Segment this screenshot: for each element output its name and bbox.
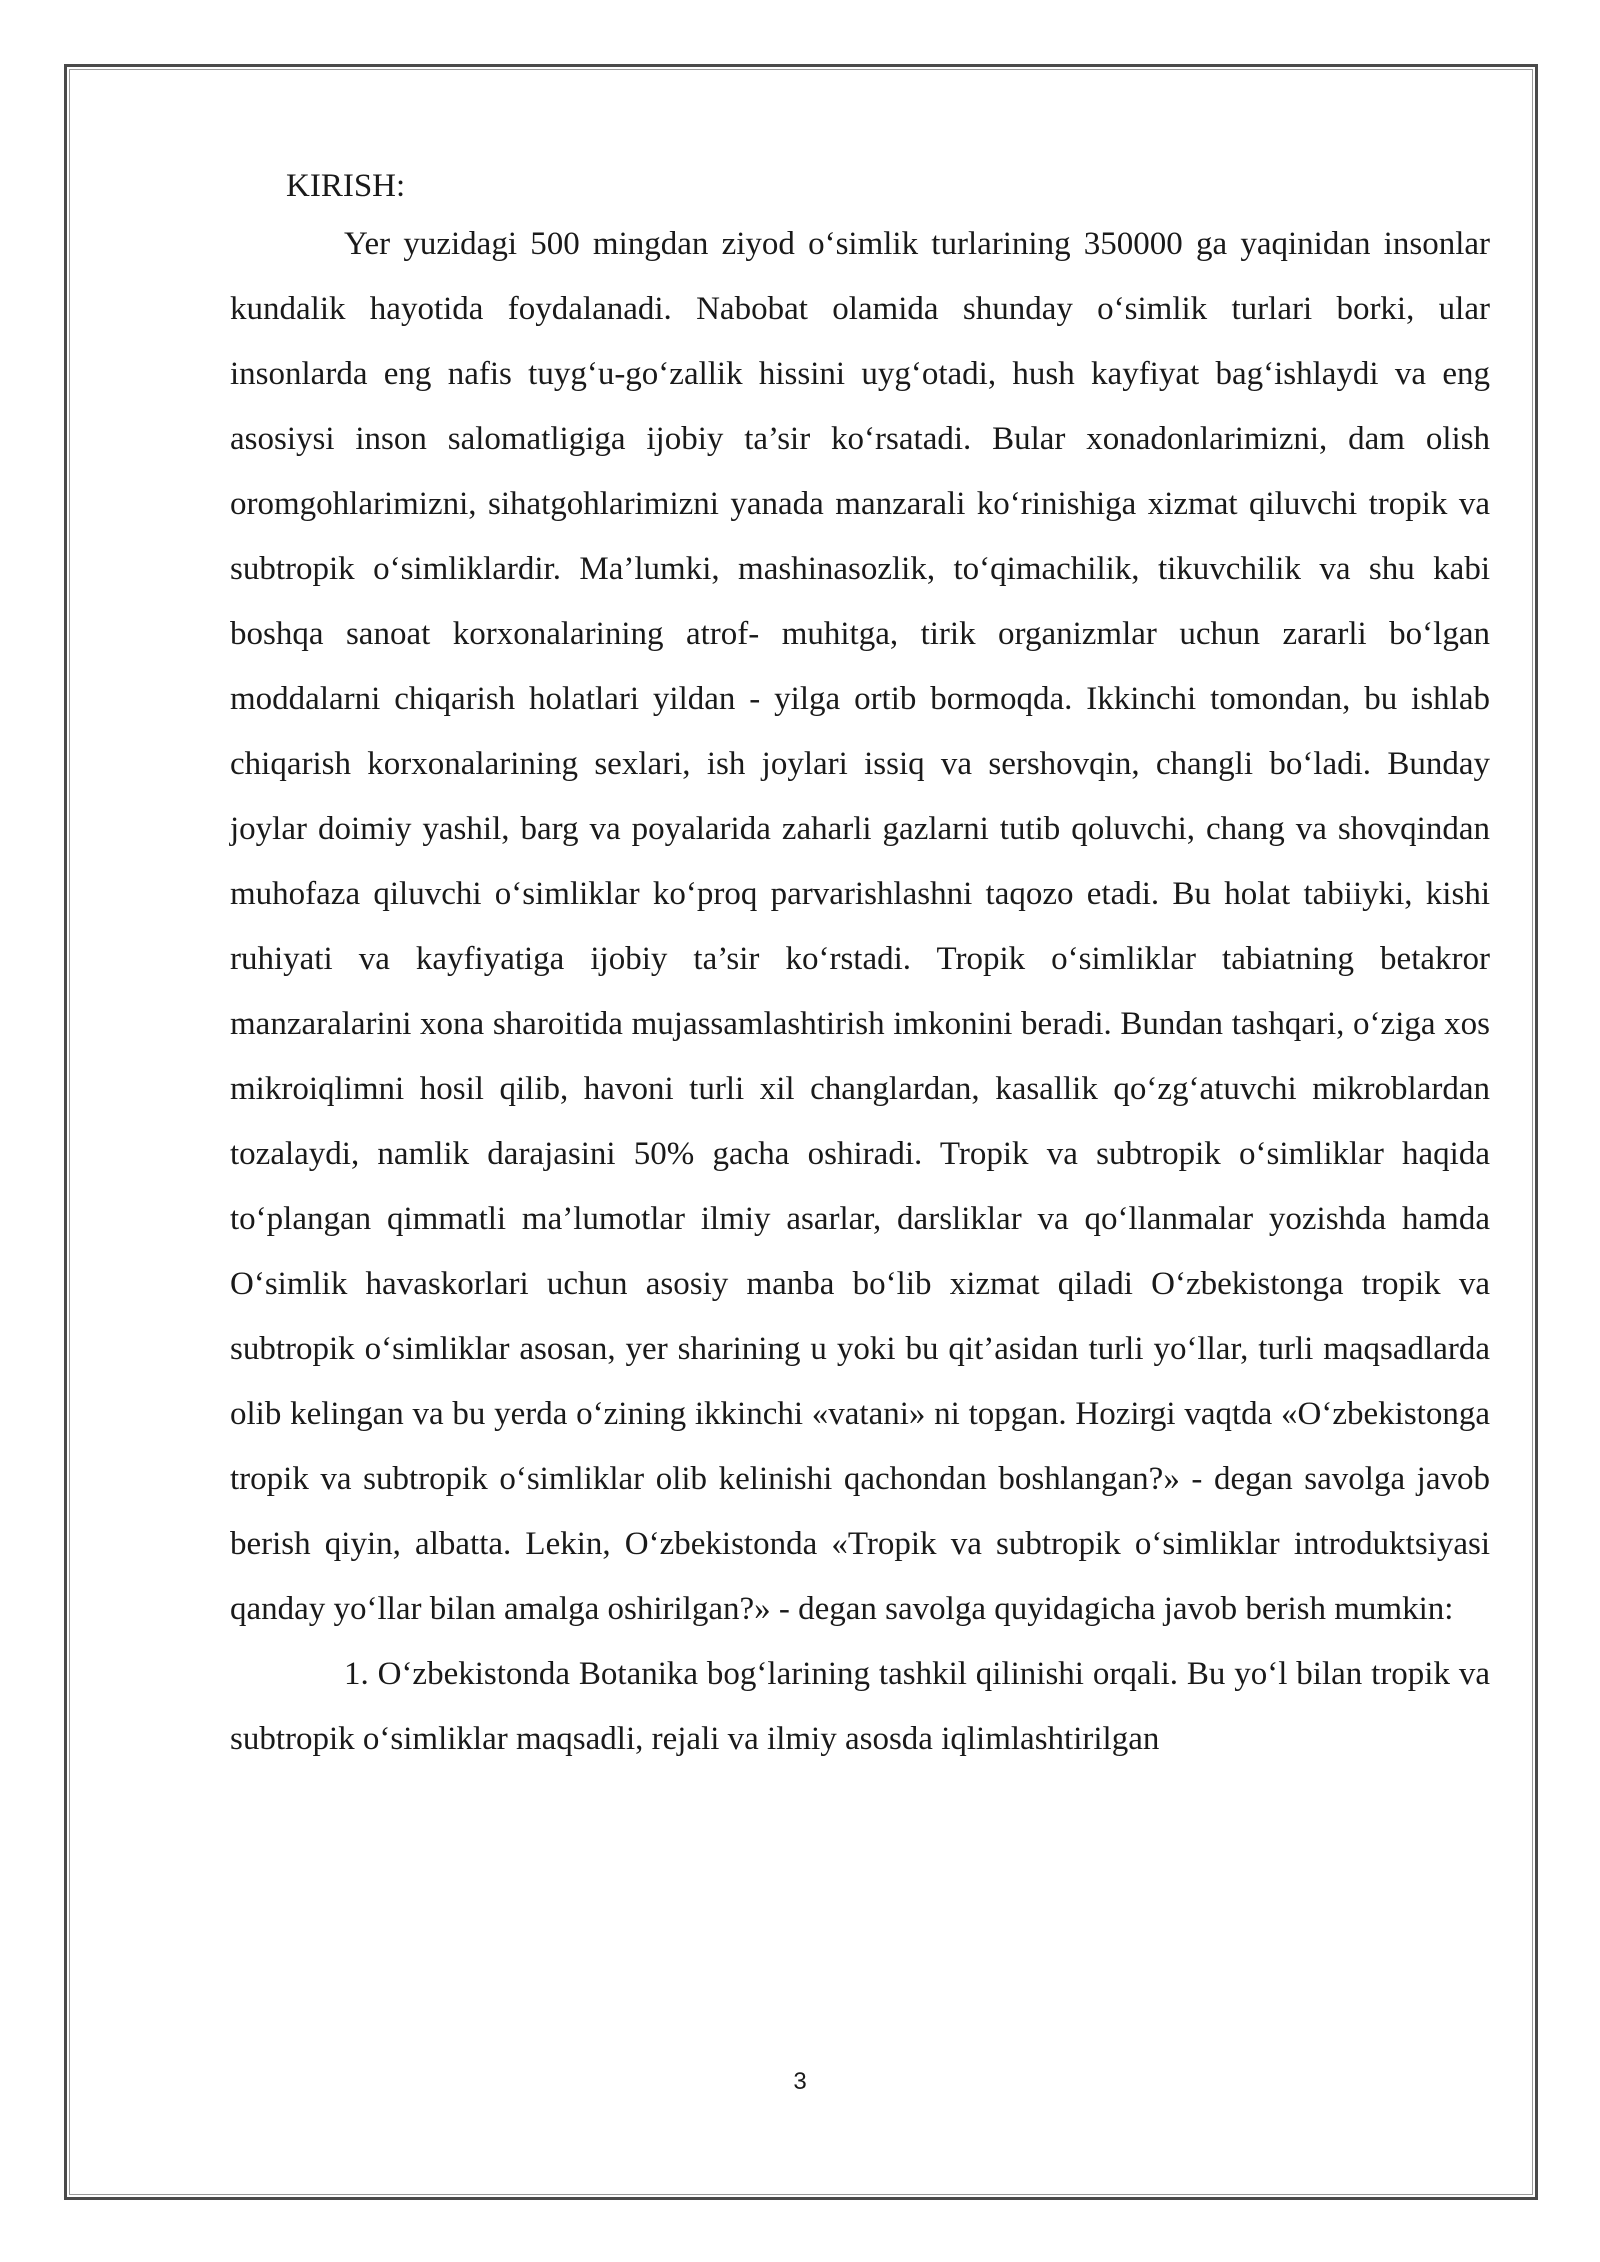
document-body [230,160,1490,1772]
list-item-paragraph: 1. O‘zbekistonda Botanika bog‘larining tashkil qilinishi orqali. Bu yo‘l bilan tropik va subtropik o‘simliklar maqsadli, rejali va ilmiy asosda iqlimlashtirilgan [230,1656,1490,1757]
page-number: 3 [793,2068,807,2095]
intro-paragraph: Yer yuzidagi 500 mingdan ziyod o‘simlik turlarining 350000 ga yaqinidan insonlar kundalik hayotida foydalanadi. Nabobat olamida shunday o‘simlik turlari borki, ular insonlarda eng nafis tuyg‘u-go‘zallik hissini uyg‘otadi, hush kayfiyat bag‘ishlaydi va eng asosiysi inson salomatligiga ijobiy ta’sir ko‘rsatadi. Bular xonadonlarimizni, dam olish oromgohlarimizni, sihatgohlarimizni yanada manzarali ko‘rinishiga xizmat qiluvchi tropik va subtropik o‘simliklardir. Ma’lumki, mashinasozlik, to‘qimachilik, tikuvchilik va shu kabi boshqa sanoat korxonalarining atrof- muhitga, tirik organizmlar uchun zararli bo‘lgan moddalarni chiqarish holatlari yildan - yilga ortib bormoqda. Ikkinchi tomondan, bu ishlab chiqarish korxonalarining sexlari, ish joylari issiq va sershovqin, changli bo‘ladi. Bunday joylar doimiy yashil, barg va poyalarida zaharli gazlarni tutib qoluvchi, chang va shovqindan muhofaza qiluvchi o‘simliklar ko‘proq parvarishlashni taqozo etadi. Bu holat tabiiyki, kishi ruhiyati va kayfiyatiga ijobiy ta’sir ko‘rstadi. Tropik o‘simliklar tabiatning betakror manzaralarini xona sharoitida mujassamlashtirish imkonini beradi. Bundan tashqari, o‘ziga xos mikroiqlimni hosil qilib, havoni turli xil changlardan, kasallik qo‘zg‘atuvchi mikroblardan tozalaydi, namlik darajasini 50% gacha oshiradi. Tropik va subtropik o‘simliklar haqida to‘plangan qimmatli ma’lumotlar ilmiy asarlar, darsliklar va qo‘llanmalar yozishda hamda O‘simlik havaskorlari uchun asosiy manba bo‘lib xizmat qiladi O‘zbekistonga tropik va subtropik o‘simliklar asosan, yer sharining u yoki bu qit’asidan turli yo‘llar, turli maqsadlarda olib kelingan va bu yerda o‘zining ikkinchi «vatani» ni topgan. Hozirgi vaqtda «O‘zbekistonga tropik va subtropik o‘simliklar olib kelinishi qachondan boshlangan?» - degan savolga javob berish qiyin, albatta. Lekin, O‘zbekistonda «Tropik va subtropik o‘simliklar introduktsiyasi qanday yo‘llar bilan amalga oshirilgan?» - degan savolga quyidagicha javob berish mumkin: [230,226,1490,1627]
section-heading: KIRISH: [286,168,406,204]
